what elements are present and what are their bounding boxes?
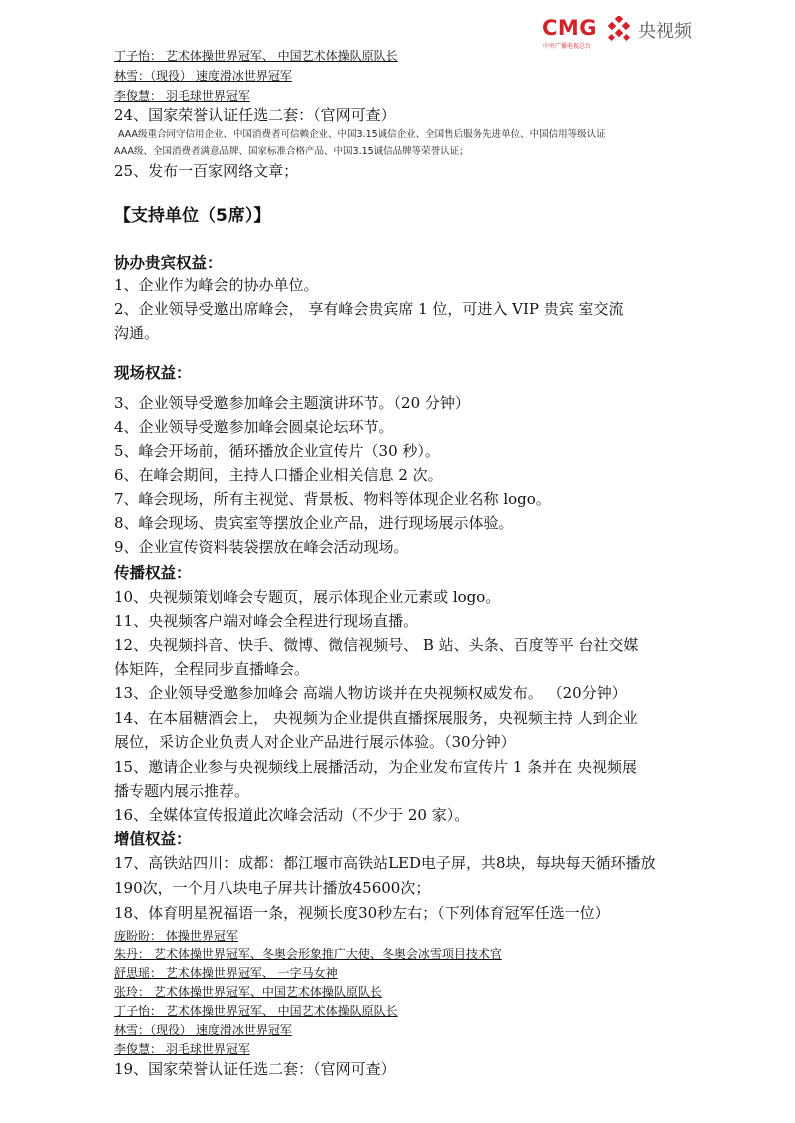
list-item: 13、企业领导受邀参加峰会 高端人物访谈并在央视频权威发布。 （20分钟）	[114, 684, 627, 702]
athlete-name-line: 林雪：（现役） 速度滑冰世界冠军	[114, 1023, 292, 1037]
honor-note: AAA级重合同守信用企业、中国消费者可信赖企业、中国3.15诚信企业、全国售后服务先进单位、中国信用等级认证	[118, 129, 606, 140]
list-item: 4、企业领导受邀参加峰会圆桌论坛环节。	[114, 418, 394, 436]
list-item: 5、峰会开场前，循环播放企业宣传片（30 秒）。	[114, 442, 440, 460]
list-item: 7、峰会现场，所有主视觉、背景板、物料等体现企业名称 logo。	[114, 490, 551, 508]
section-title: 【支持单位（5席）】	[114, 206, 271, 226]
list-item: 17、高铁站四川：成都：都江堰市高铁站LED电子屏，共8块，每块每天循环播放	[114, 854, 656, 872]
list-item: 1、企业作为峰会的协办单位。	[114, 276, 319, 294]
list-item: 9、企业宣传资料装袋摆放在峰会活动现场。	[114, 538, 409, 556]
list-item: 24、国家荣誉认证任选二套：（官网可查）	[114, 106, 396, 124]
list-item: 15、邀请企业参与央视频线上展播活动，为企业发布宣传片 1 条并在 央视频展	[114, 758, 637, 776]
list-item: 12、央视频抖音、快手、微博、微信视频号、 B 站、头条、百度等平 台社交媒	[114, 636, 639, 654]
list-item: 8、峰会现场、贵宾室等摆放企业产品，进行现场展示体验。	[114, 514, 514, 532]
list-item: 16、全媒体宣传报道此次峰会活动（不少于 20 家）。	[114, 806, 470, 824]
list-item: 18、体育明星祝福语一条，视频长度30秒左右；（下列体育冠军任选一位）	[114, 904, 610, 922]
cmg-logo-text: CMG	[542, 16, 598, 40]
cmg-logo-subtext: 中央广播电视总台	[543, 43, 592, 50]
list-item: 2、企业领导受邀出席峰会， 享有峰会贵宾席 1 位，可进入 VIP 贵宾 室交流	[114, 300, 624, 318]
list-item-continuation: 190次，一个月八块电子屏共计播放45600次；	[114, 879, 431, 897]
subsection-heading: 协办贵宾权益：	[114, 254, 223, 272]
subsection-heading: 现场权益：	[114, 364, 192, 382]
subsection-heading: 传播权益：	[114, 564, 192, 582]
list-item: 10、央视频策划峰会专题页，展示体现企业元素或 logo。	[114, 588, 501, 606]
honor-note: AAA级、全国消费者满意品牌、国家标准合格产品、中国3.15诚信品牌等荣誉认证；	[114, 146, 469, 157]
list-item: 14、在本届糖酒会上， 央视频为企业提供直播探展服务，央视频主持 人到企业	[114, 709, 638, 727]
list-item: 25、发布一百家网络文章；	[114, 162, 299, 180]
athlete-name-line: 林雪：（现役） 速度滑冰世界冠军	[114, 69, 292, 83]
list-item-continuation: 播专题内展示推荐。	[114, 782, 250, 800]
cctv-logo-icon	[606, 16, 632, 42]
athlete-name-line: 丁子怡： 艺术体操世界冠军、 中国艺术体操队原队长	[114, 49, 398, 63]
athlete-name-line: 李俊慧： 羽毛球世界冠军	[114, 1042, 250, 1056]
subsection-heading: 增值权益：	[114, 830, 192, 848]
list-item: 6、在峰会期间，主持人口播企业相关信息 2 次。	[114, 466, 443, 484]
athlete-name-line: 舒思瑶： 艺术体操世界冠军、 一字马女神	[114, 966, 338, 980]
athlete-name-line: 李俊慧： 羽毛球世界冠军	[114, 89, 250, 103]
list-item: 19、国家荣誉认证任选二套：（官网可查）	[114, 1060, 396, 1078]
list-item: 11、央视频客户端对峰会全程进行现场直播。	[114, 612, 419, 630]
athlete-name-line: 庞盼盼： 体操世界冠军	[114, 929, 238, 943]
list-item: 3、企业领导受邀参加峰会主题演讲环节。（20 分钟）	[114, 394, 470, 412]
athlete-name-line: 朱丹： 艺术体操世界冠军、冬奥会形象推广大使、冬奥会冰雪项目技术官	[114, 947, 502, 961]
athlete-name-line: 张玲： 艺术体操世界冠军、中国艺术体操队原队长	[114, 985, 382, 999]
cctv-logo-text: 央视频	[638, 21, 692, 42]
cmg-cctv-logo	[542, 14, 712, 50]
list-item-continuation: 沟通。	[114, 324, 160, 342]
list-item-continuation: 展位，采访企业负责人对企业产品进行展示体验。（30分钟）	[114, 733, 516, 751]
list-item-continuation: 体矩阵，全程同步直播峰会。	[114, 660, 310, 678]
athlete-name-line: 丁子怡： 艺术体操世界冠军、 中国艺术体操队原队长	[114, 1004, 398, 1018]
